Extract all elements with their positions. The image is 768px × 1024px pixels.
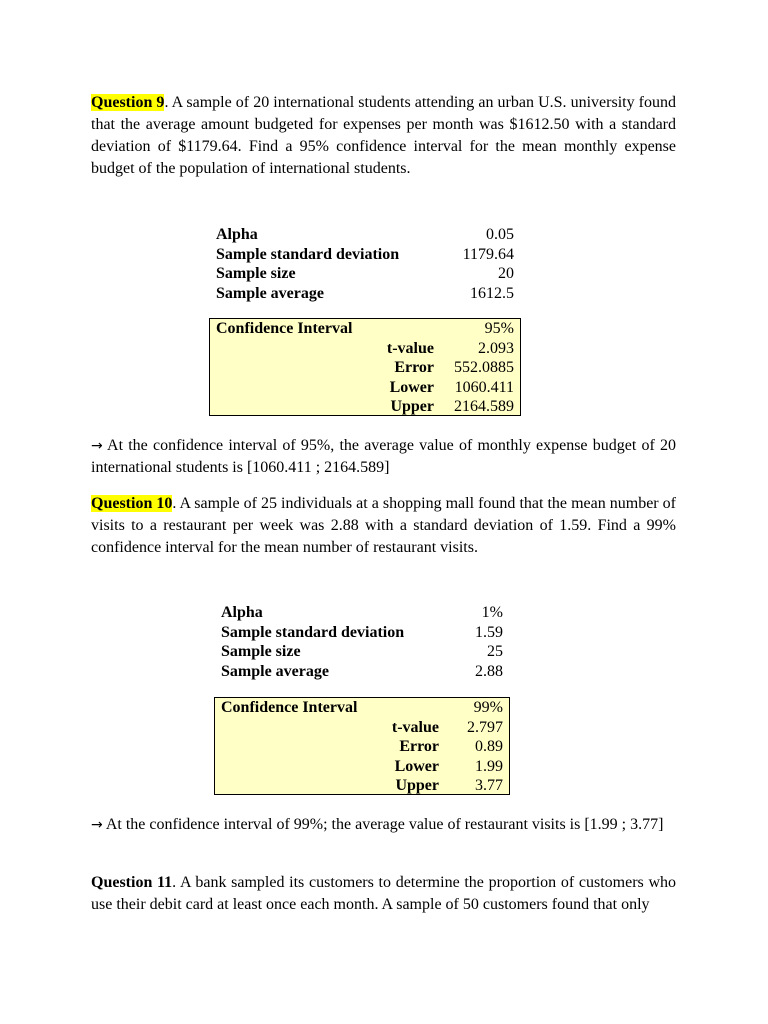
table-row: Error 0.89 [399, 738, 503, 756]
table-row: t-value 2.093 [386, 339, 514, 357]
question-9-paragraph [91, 92, 676, 180]
question-9-conclusion: → At the confidence interval of 95%, the average value of monthly expense budget of 20 international students is [1060.411 ; 2164.589] [91, 437, 676, 476]
question-11-paragraph [91, 872, 676, 916]
table-row: Error 552.0885 [394, 359, 514, 377]
question-10-text: . A sample of 25 individuals at a shopping mall found that the mean number of visits to a restaurant per week was 2.88 with a standard deviation of 1.59. Find a 99% confidence interval for the mean number of restaurant visits. [91, 495, 676, 556]
table-row: Sample size 25 [221, 643, 503, 661]
table-row: t-value 2.797 [391, 718, 503, 736]
table-row: Upper 3.77 [395, 777, 503, 795]
table-row: Lower 1060.411 [389, 378, 514, 396]
table-row: Sample size 20 [216, 265, 514, 283]
table-row: Confidence Interval 99% [221, 699, 503, 717]
question-10-paragraph [91, 493, 676, 559]
table-row: Sample average 2.88 [221, 662, 503, 680]
question-10-label: Question 10 [91, 495, 173, 512]
q9-confidence-interval-box [209, 318, 521, 416]
arrow-right-icon: → [91, 817, 103, 833]
question-11-label: Question 11 [91, 874, 173, 891]
table-row: Sample average 1612.5 [216, 284, 514, 302]
question-10-conclusion: → At the confidence interval of 99%; the average value of restaurant visits is [1.99 ; 3.77] [91, 816, 664, 833]
q10-confidence-interval-box [214, 697, 510, 795]
arrow-right-icon: → [91, 438, 103, 454]
question-11-text: . A bank sampled its customers to determine the proportion of customers who use their debit card at least once each month. A sample of 50 customers found that only [91, 874, 677, 913]
table-row: Lower 1.99 [394, 757, 503, 775]
q10-parameters-table [221, 603, 503, 681]
question-9-text: . A sample of 20 international students attending an urban U.S. university found that the average amount budgeted for expenses per month was $1612.50 with a standard deviation of $1179.64. Find a 95% confidence interval for the mean monthly expense budget of the population of international students. [91, 94, 677, 177]
table-row: Sample standard deviation 1.59 [221, 623, 503, 641]
table-row: Sample standard deviation 1179.64 [216, 245, 514, 263]
q9-parameters-table [216, 225, 514, 303]
table-row: Confidence Interval 95% [216, 320, 514, 338]
question-9-label: Question 9 [91, 94, 165, 111]
table-row: Alpha 1% [221, 604, 503, 622]
table-row: Alpha 0.05 [216, 226, 514, 244]
table-row: Upper 2164.589 [390, 398, 514, 416]
